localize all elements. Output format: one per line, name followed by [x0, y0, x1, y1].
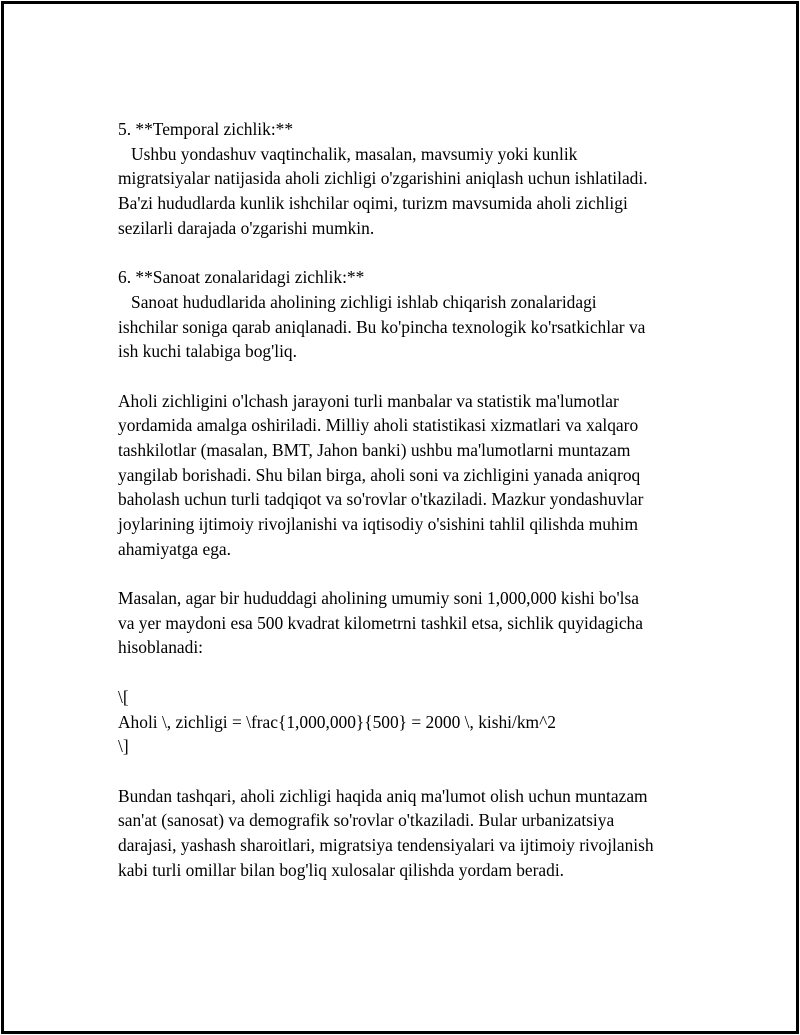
text-line: kabi turli omillar bilan bog'liq xulosalar qilishda yordam beradi. [118, 859, 565, 880]
text-line: migratsiyalar natijasida aholi zichligi o'zgarishini aniqlash uchun ishlatiladi. [118, 168, 648, 189]
text-line: tashkilotlar (masalan, BMT, Jahon banki) ushbu ma'lumotlarni muntazam [118, 439, 631, 460]
text-line: ahamiyatga ega. [118, 538, 231, 559]
paragraph-spacer [118, 240, 718, 265]
text-line: Ushbu yondashuv vaqtinchalik, masalan, mavsumiy yoki kunlik [118, 143, 578, 164]
formula-open: \[ [118, 686, 129, 707]
text-line: joylarining ijtimoiy rivojlanishi va iqtisodiy o'sishini tahlil qilishda muhim [118, 514, 639, 534]
text-line: yordamida amalga oshiriladi. Milliy aholi statistikasi xizmatlari va xalqaro [118, 415, 639, 436]
paragraph-example [118, 586, 718, 660]
text-line: yangilab borishadi. Shu bilan birga, aholi soni va zichligini yanada aniqroq [118, 464, 641, 485]
text-line: Sanoat hududlarida aholining zichligi ishlab chiqarish zonalaridagi [118, 291, 597, 312]
paragraph-measurement [118, 389, 718, 562]
text-line: va yer maydoni esa 500 kvadrat kilometrni tashkil etsa, sichlik quyidagicha [118, 612, 643, 633]
text-line: san'at (sanosat) va demografik so'rovlar o'tkaziladi. Bular urbanizatsiya [118, 810, 615, 831]
text-line: Aholi zichligini o'lchash jarayoni turli manbalar va statistik ma'lumotlar [118, 390, 619, 411]
formula-close: \] [118, 736, 129, 757]
text-line: darajasi, yashash sharoitlari, migratsiya tendensiyalari va ijtimoiy rivojlanish [118, 834, 654, 855]
paragraph-spacer [118, 561, 718, 586]
paragraph-spacer [118, 660, 718, 685]
text-line: Ba'zi hududlarda kunlik ishchilar oqimi, turizm mavsumida aholi zichligi [118, 193, 628, 214]
document-body [118, 117, 718, 882]
text-line: ish kuchi talabiga bog'liq. [118, 341, 297, 362]
section-heading: 5. **Temporal zichlik:** [118, 119, 294, 139]
text-line: Masalan, agar bir hududdagi aholining umumiy soni 1,000,000 kishi bo'lsa [118, 588, 639, 609]
section-6 [118, 265, 718, 364]
text-line: hisoblanadi: [118, 637, 204, 658]
formula-block [118, 685, 718, 759]
formula-body: Aholi \, zichligi = \frac{1,000,000}{500} = 2000 \, kishi/km^2 [118, 711, 556, 732]
text-line: sezilarli darajada o'zgarishi mumkin. [118, 217, 375, 238]
section-5 [118, 117, 718, 240]
text-line: Bundan tashqari, aholi zichligi haqida aniq ma'lumot olish uchun muntazam [118, 785, 648, 806]
text-line: baholash uchun turli tadqiqot va so'rovlar o'tkaziladi. Mazkur yondashuvlar [118, 489, 644, 510]
section-heading: 6. **Sanoat zonalaridagi zichlik:** [118, 267, 365, 288]
text-line: ishchilar soniga qarab aniqlanadi. Bu ko'pincha texnologik ko'rsatkichlar va [118, 316, 646, 337]
paragraph-conclusion [118, 784, 718, 883]
paragraph-spacer [118, 759, 718, 784]
paragraph-spacer [118, 364, 718, 389]
